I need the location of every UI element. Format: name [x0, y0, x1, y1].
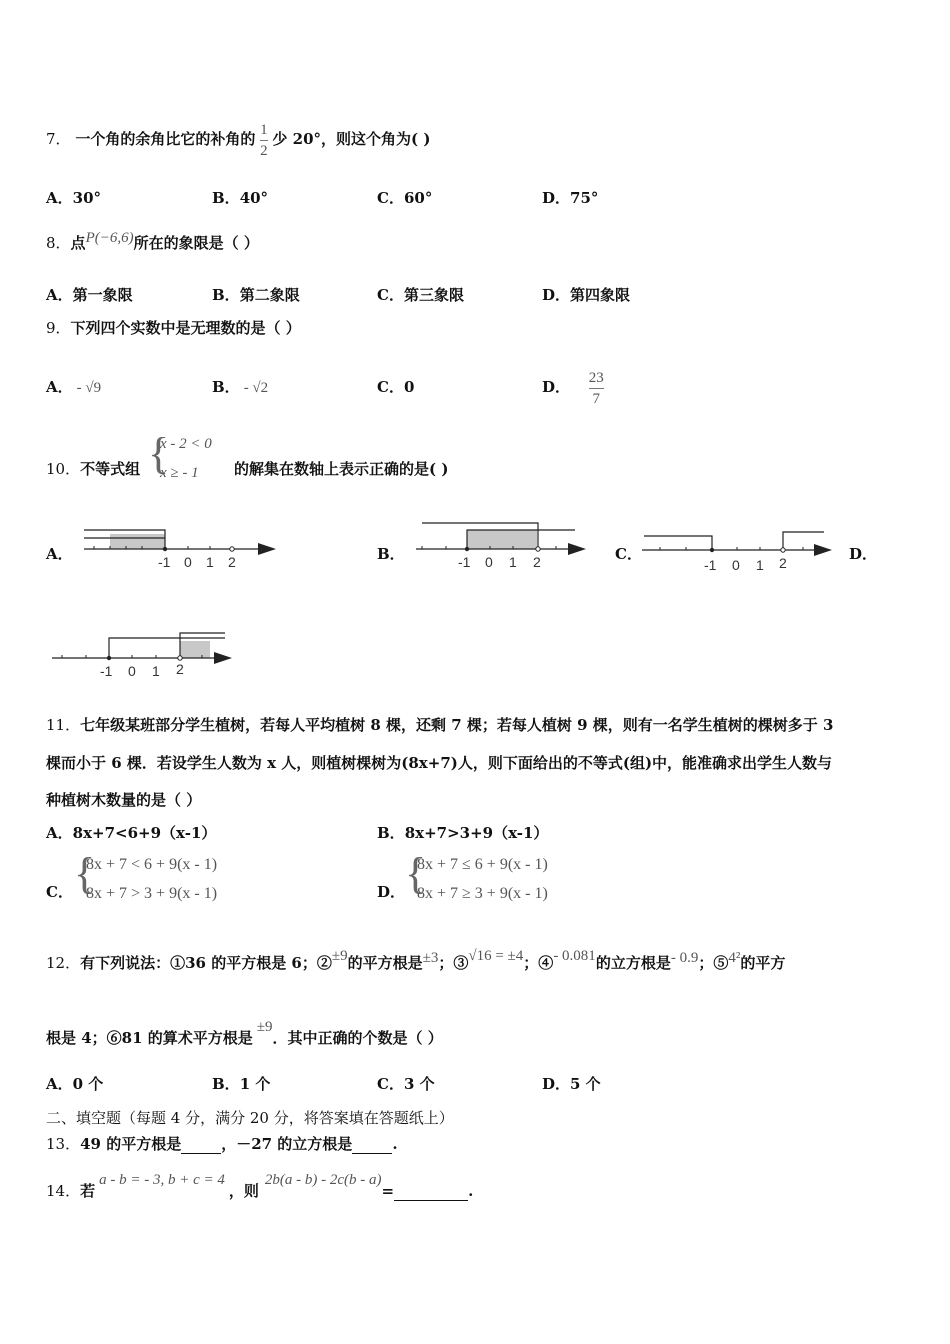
q11-line1: 七年级某班部分学生植树，若每人平均植树 8 棵，还剩 7 棵；若每人植树 9 棵，则有一名学生植树的棵树多于 3 — [80, 716, 834, 734]
q7-text-before: 一个角的余角比它的补角的 — [75, 130, 256, 148]
q8-option-b: B．第二象限 — [212, 286, 300, 304]
q11-option-d-line2: 8x + 7 ≥ 3 + 9(x - 1) — [417, 885, 548, 902]
arrow-head — [214, 652, 232, 664]
open-dot — [536, 547, 540, 551]
axis-label: -1 — [100, 663, 113, 679]
closed-dot — [465, 547, 469, 551]
q10-numberline-d — [50, 628, 240, 680]
q10-text-after: 的解集在数轴上表示正确的是( ) — [234, 460, 449, 478]
q9-option-a: A． - √9 — [46, 378, 102, 396]
q12-option-c: C．3 个 — [377, 1075, 435, 1093]
open-dot — [781, 548, 785, 552]
q7-option-c: C．60° — [377, 189, 433, 207]
axis-label: 1 — [756, 557, 764, 573]
q11-number: 11． — [46, 716, 81, 734]
q14-blank[interactable] — [394, 1182, 468, 1201]
q9-number: 9． — [46, 319, 71, 337]
question-10 — [46, 458, 140, 479]
question-7 — [46, 104, 430, 161]
q10-option-a-label: A． — [46, 545, 73, 563]
axis-label: 2 — [228, 554, 236, 570]
question-14: 14．若a - b = - 3, b + c = 4，则2b(a - b) - 2c(b - a)= . — [46, 1172, 474, 1200]
q9-option-d: D． $\frac{23}{7}$ — [542, 369, 604, 407]
axis-label: 2 — [176, 661, 184, 677]
q8-option-a: A．第一象限 — [46, 286, 133, 304]
axis-label: 1 — [509, 554, 517, 570]
q8-number: 8． — [46, 234, 71, 252]
q8-formula: P(−6,6) — [85, 230, 134, 246]
axis-label: 0 — [732, 557, 740, 573]
q11-c-brace: { — [74, 849, 96, 898]
axis-label: 0 — [184, 554, 192, 570]
axis-label: 2 — [533, 554, 541, 570]
axis-label: 0 — [128, 663, 136, 679]
q8-text-before: 点 — [70, 234, 86, 252]
q9-option-c: C．0 — [377, 378, 415, 396]
q10-numberline-c — [640, 528, 840, 574]
q7-frac-den: 2 — [260, 140, 268, 161]
q10-system-line2: x ≥ - 1 — [160, 465, 199, 481]
q11-option-b: B．8x+7>3+9（x-1） — [377, 824, 549, 842]
q12-option-b: B．1 个 — [212, 1075, 271, 1093]
q14-condition: a - b = - 3, b + c = 4 — [99, 1172, 225, 1188]
question-13: 13．49 的平方根是 ，－27 的立方根是 . — [46, 1135, 398, 1153]
q10-numberline-b — [410, 518, 600, 570]
q12-option-d: D．5 个 — [542, 1075, 601, 1093]
open-dot — [178, 656, 182, 660]
q9-option-b: B． - √2 — [212, 378, 269, 396]
shaded-region — [180, 641, 210, 658]
arrow-head — [814, 544, 832, 556]
q9-d-fraction: $\frac{23}{7}$ — [588, 369, 604, 407]
q7-text-after: 少 20°，则这个角为( ) — [272, 130, 431, 148]
question-12: 12．有下列说法：①36 的平方根是 6；②±9的平方根是±3；③√16 = ±4；④- 0.081的立方根是- 0.9；⑤4²的平方 — [46, 948, 786, 972]
q11-option-c-line2: 8x + 7 > 3 + 9(x - 1) — [86, 885, 218, 902]
open-dot — [230, 547, 234, 551]
shaded-region — [467, 530, 537, 549]
q10-brace: { — [148, 429, 170, 478]
axis-label: 1 — [152, 663, 160, 679]
section-2-title: 二、填空题（每题 4 分，满分 20 分，将答案填在答题纸上） — [46, 1109, 454, 1127]
q10-number: 10． — [46, 460, 81, 478]
axis-label: 2 — [779, 555, 787, 571]
ray-left — [644, 536, 712, 550]
axis-label: -1 — [704, 557, 717, 573]
arrow-head — [568, 543, 586, 555]
q11-option-d-label: D． — [377, 883, 406, 901]
q11-d-brace: { — [405, 849, 427, 898]
arrow-head — [258, 543, 276, 555]
q7-option-a: A．30° — [46, 189, 102, 207]
q8-text-after: 所在的象限是（ ） — [133, 234, 259, 252]
q12-option-a: A．0 个 — [46, 1075, 104, 1093]
q11-option-c-line1: 8x + 7 < 6 + 9(x - 1) — [86, 856, 218, 873]
closed-dot — [107, 656, 111, 660]
question-11 — [46, 714, 833, 735]
axis-label: 0 — [485, 554, 493, 570]
q7-frac-num: 1 — [260, 121, 268, 138]
q13-blank-2[interactable] — [352, 1135, 392, 1154]
q11-option-a: A．8x+7<6+9（x-1） — [46, 824, 217, 842]
q7-number: 7． — [46, 130, 71, 148]
closed-dot — [710, 548, 714, 552]
q11-line3: 种植树木数量的是（ ） — [46, 791, 202, 809]
q10-option-c-label: C． — [615, 545, 642, 563]
q10-text-before: 不等式组 — [80, 460, 141, 478]
question-8 — [46, 232, 259, 253]
q13-blank-1[interactable] — [181, 1135, 221, 1154]
q12-line2: 根是 4；⑥81 的算术平方根是±9．其中正确的个数是（ ） — [46, 1019, 443, 1047]
q7-option-b: B．40° — [212, 189, 269, 207]
q14-expression: 2b(a - b) - 2c(b - a) — [264, 1172, 382, 1188]
q8-option-c: C．第三象限 — [377, 286, 464, 304]
shaded-region — [110, 534, 165, 549]
q10-system-line1: x - 2 < 0 — [160, 436, 212, 452]
q11-option-c-label: C． — [46, 883, 73, 901]
q7-option-d: D．75° — [542, 189, 599, 207]
q9-text: 下列四个实数中是无理数的是（ ） — [70, 319, 301, 337]
question-9 — [46, 317, 301, 338]
q10-numberline-a — [80, 520, 280, 570]
q7-fraction — [260, 120, 268, 161]
q11-option-d-line1: 8x + 7 ≤ 6 + 9(x - 1) — [417, 856, 548, 873]
q8-option-d: D．第四象限 — [542, 286, 631, 304]
axis-label: -1 — [458, 554, 471, 570]
closed-dot — [163, 547, 167, 551]
q10-option-d-label: D． — [849, 545, 878, 563]
axis-label: -1 — [158, 554, 171, 570]
q10-option-b-label: B． — [377, 545, 405, 563]
q11-line2: 棵而小于 6 棵．若设学生人数为 x 人，则植树棵树为(8x+7)人，则下面给出的不等式(组)中，能准确求出学生人数与 — [46, 754, 833, 772]
axis-label: 1 — [206, 554, 214, 570]
q12-number: 12． — [46, 954, 81, 972]
